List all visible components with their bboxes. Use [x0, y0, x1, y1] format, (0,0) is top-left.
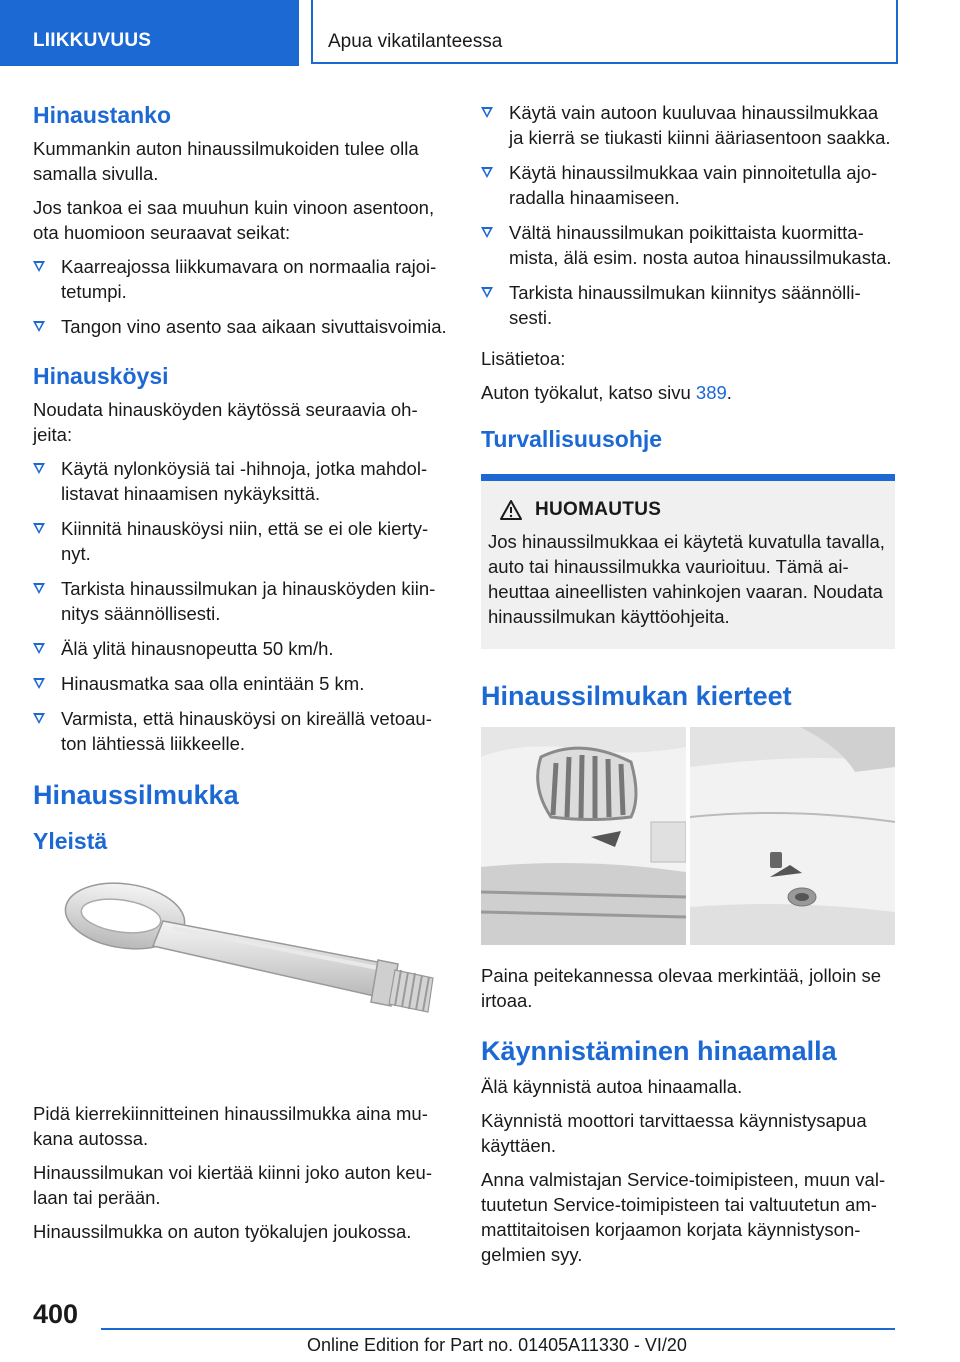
paragraph: Paina peitekannessa olevaa merkintää, jolloin se irtoaa.: [481, 965, 882, 1011]
section-title: LIIKKUVUUS: [33, 30, 152, 51]
warning-text: Jos hinaussilmukkaa ei käytetä kuvatulla tavalla, auto tai hinaussilmukka vaurioituu. Tämä aiheuttaa aineellisten vahinkojen vaaran. Noudata hinaussilmukan käyttöohjeita.: [488, 531, 885, 627]
triangle-bullet-icon: [481, 167, 493, 178]
paragraph: Käynnistä moottori tarvittaessa käynnistysapua käyttäen.: [481, 1110, 867, 1156]
list-item: Kaarreajossa liikkumavara on normaalia rajoitetumpi.: [33, 254, 448, 304]
paragraph: Jos tankoa ei saa muuhun kuin vinoon asentoon, ota huomioon seuraavat seikat:: [33, 197, 435, 243]
paragraph: Pidä kierrekiinnitteinen hinaussilmukka aina mukana autossa.: [33, 1103, 428, 1149]
list-item: Kiinnitä hinausköysi niin, että se ei ole kiertynyt.: [33, 516, 448, 566]
towing-eye-illustration: [33, 866, 448, 1071]
page-link-389[interactable]: 389: [695, 382, 727, 403]
list-item: Käytä hinaussilmukkaa vain pinnoitetulla ajoradalla hinaamiseen.: [481, 160, 895, 210]
list-item: Tarkista hinaussilmukan kiinnitys säännöllisesti.: [481, 280, 895, 330]
paragraph: Hinaussilmukan voi kiertää kiinni joko auton keulaan tai perään.: [33, 1162, 432, 1208]
warning-header: [488, 499, 885, 521]
triangle-bullet-icon: [33, 678, 45, 689]
subheading-yleista: Yleistä: [33, 828, 108, 854]
chapter-header: [311, 0, 898, 64]
list-item: Käytä vain autoon kuuluvaa hinaussilmukkaa ja kierrä se tiukasti kiinni ääriasentoon saakka.: [481, 100, 895, 150]
warning-triangle-icon: [499, 499, 523, 521]
bullet-list: [33, 456, 448, 756]
list-item: Varmista, että hinausköysi on kireällä vetoauton lähtiessä liikkeelle.: [33, 706, 448, 756]
list-item: Älä ylitä hinausnopeutta 50 km/h.: [33, 636, 448, 661]
heading-hinauskoysi: Hinausköysi: [33, 363, 169, 389]
rear-bumper-image: [690, 727, 895, 945]
left-column: [33, 100, 448, 1253]
paragraph: Hinaussilmukka on auton työkalujen joukossa.: [33, 1221, 412, 1242]
triangle-bullet-icon: [33, 463, 45, 474]
triangle-bullet-icon: [481, 107, 493, 118]
section-tab: [0, 0, 299, 66]
triangle-bullet-icon: [33, 321, 45, 332]
footer-divider: [101, 1328, 895, 1330]
list-item: Tangon vino asento saa aikaan sivuttaisvoimia.: [33, 314, 448, 339]
warning-box: [481, 474, 895, 649]
paragraph: Älä käynnistä autoa hinaamalla.: [481, 1076, 743, 1097]
more-info-label: Lisätietoa:: [481, 348, 566, 369]
triangle-bullet-icon: [481, 227, 493, 238]
list-item: Tarkista hinaussilmukan ja hinausköyden kiinnitys säännöllisesti.: [33, 576, 448, 626]
paragraph: Anna valmistajan Service-toimipisteen, muun valtuutetun Service-toimipisteen tai valtuutetun ammattitaitoisen korjaamon korjata käynnistysongelmien syy.: [481, 1169, 886, 1265]
right-column: [481, 100, 895, 1276]
towing-eye-icon: [33, 866, 448, 1066]
triangle-bullet-icon: [33, 523, 45, 534]
heading-hinaustanko: Hinaustanko: [33, 102, 172, 128]
bullet-list: [33, 254, 448, 339]
heading-kierteet: Hinaussilmukan kierteet: [481, 681, 792, 711]
heading-hinaussilmukka: Hinaussilmukka: [33, 780, 239, 810]
paragraph: Noudata hinausköyden käytössä seuraavia ohjeita:: [33, 399, 418, 445]
front-bumper-image: [481, 727, 686, 945]
triangle-bullet-icon: [481, 287, 493, 298]
thread-cover-illustration: [481, 727, 895, 945]
cross-reference: Auton työkalut, katso sivu 389.: [481, 382, 732, 403]
list-item: Käytä nylonköysiä tai -hihnoja, jotka mahdollistavat hinaamisen nykäyksittä.: [33, 456, 448, 506]
triangle-bullet-icon: [33, 583, 45, 594]
list-item: Hinausmatka saa olla enintään 5 km.: [33, 671, 448, 696]
triangle-bullet-icon: [33, 713, 45, 724]
chapter-title: Apua vikatilanteessa: [328, 31, 503, 52]
paragraph: Kummankin auton hinaussilmukoiden tulee olla samalla sivulla.: [33, 138, 419, 184]
triangle-bullet-icon: [33, 643, 45, 654]
heading-turvallisuusohje: Turvallisuusohje: [481, 426, 663, 452]
edition-text: Online Edition for Part no. 01405A11330 - VI/20: [307, 1335, 687, 1355]
warning-title: HUOMAUTUS: [535, 499, 662, 520]
triangle-bullet-icon: [33, 261, 45, 272]
heading-kaynnistaminen: Käynnistäminen hinaamalla: [481, 1036, 837, 1066]
list-item: Vältä hinaussilmukan poikittaista kuormittamista, älä esim. nosta autoa hinaussilmukasta.: [481, 220, 895, 270]
bullet-list: [481, 100, 895, 330]
page-number: 400: [33, 1299, 79, 1329]
